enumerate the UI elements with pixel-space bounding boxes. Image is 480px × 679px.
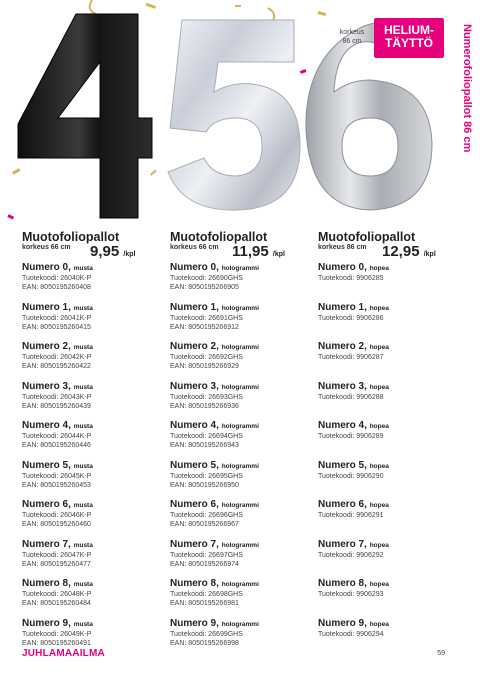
item-product-code: Tuotekoodi: 9906294: [318, 630, 384, 638]
product-item: [22, 460, 162, 490]
item-product-code: Tuotekoodi: 26049K-P: [22, 630, 92, 638]
item-name: [318, 262, 458, 274]
item-ean: EAN: 8050195260422: [22, 363, 91, 370]
item-name: [318, 618, 458, 630]
item-color: hopea: [369, 423, 389, 430]
item-product-code: Tuotekoodi: 26048K-P: [22, 591, 92, 598]
price-value: 11,95: [232, 243, 269, 260]
item-number: Numero 9,: [170, 617, 219, 629]
item-ean: EAN: 8050195266998: [170, 639, 239, 647]
item-product-code: Tuotekoodi: 26692GHS: [170, 354, 243, 361]
item-product-code: Tuotekoodi: 9906288: [318, 393, 384, 401]
item-number: Numero 5,: [170, 459, 219, 471]
price-unit: /kpl: [272, 251, 285, 258]
item-name: [318, 539, 458, 551]
item-color: musta: [73, 265, 93, 272]
item-number: Numero 2,: [22, 341, 71, 352]
item-product-code: Tuotekoodi: 26690GHS: [170, 275, 243, 282]
product-item: [22, 420, 162, 450]
item-color: musta: [73, 423, 93, 430]
item-product-code: Tuotekoodi: 26040K-P: [22, 275, 92, 282]
item-ean: EAN: 8050195260446: [22, 442, 91, 449]
item-name: [22, 420, 162, 432]
item-product-code: Tuotekoodi: 26698GHS: [170, 591, 243, 598]
item-name: [22, 460, 162, 472]
item-number: Numero 3,: [22, 380, 71, 392]
product-column-black: [22, 230, 136, 647]
item-number: Numero 9,: [22, 617, 71, 629]
height-note-line1: korkeus: [339, 29, 365, 36]
product-column-hologram: [170, 230, 285, 647]
item-name: [318, 420, 458, 432]
price-line: [318, 243, 436, 262]
item-color: musta: [73, 502, 93, 509]
size-label: korkeus 86 cm: [318, 244, 367, 251]
item-product-code: Tuotekoodi: 9906286: [318, 314, 384, 322]
item-name: [318, 460, 458, 472]
item-ean: EAN: 8050195260484: [22, 600, 91, 607]
item-name: [22, 381, 162, 393]
product-item: [22, 539, 162, 569]
item-number: Numero 6,: [170, 499, 219, 510]
item-ean: EAN: 8050195266929: [170, 363, 239, 370]
item-ean: EAN: 8050195266905: [170, 284, 239, 291]
price-unit: /kpl: [123, 251, 136, 258]
price-line: [170, 243, 285, 262]
page-number: 59: [437, 650, 445, 657]
product-item: [318, 341, 458, 362]
item-name: [170, 578, 310, 590]
product-item: [170, 302, 310, 332]
item-product-code: Tuotekoodi: 26041K-P: [22, 314, 92, 322]
item-product-code: Tuotekoodi: 26694GHS: [170, 433, 243, 440]
item-color: hopea: [369, 541, 389, 549]
item-number: Numero 6,: [22, 499, 71, 510]
item-name: [170, 460, 310, 472]
item-number: Numero 0,: [170, 262, 219, 273]
item-color: musta: [73, 620, 93, 628]
item-number: Numero 4,: [318, 420, 367, 431]
item-number: Numero 7,: [170, 538, 219, 550]
product-item: [170, 341, 310, 371]
item-name: [318, 341, 458, 353]
height-note: [332, 28, 372, 46]
item-number: Numero 0,: [22, 262, 71, 273]
product-item: [170, 578, 310, 608]
item-number: Numero 7,: [22, 538, 71, 550]
item-number: Numero 5,: [318, 459, 367, 471]
item-color: hologrammi: [221, 344, 259, 351]
column-title: Muotofoliopallot: [170, 230, 268, 244]
item-color: hologrammi: [221, 541, 259, 549]
product-item: [22, 302, 162, 332]
product-item: [170, 381, 310, 411]
item-color: hopea: [369, 383, 389, 391]
item-color: hopea: [369, 581, 389, 588]
item-number: Numero 9,: [318, 617, 367, 629]
price: [382, 243, 436, 260]
item-ean: EAN: 8050195260408: [22, 284, 91, 291]
item-number: Numero 6,: [318, 499, 367, 510]
height-note-line2: 86 cm: [342, 38, 362, 45]
price: [90, 243, 135, 260]
item-name: [22, 618, 162, 630]
product-item: [22, 381, 162, 411]
item-name: [170, 381, 310, 393]
item-product-code: Tuotekoodi: 26695GHS: [170, 472, 243, 480]
item-color: hologrammi: [221, 423, 259, 430]
item-name: [22, 341, 162, 353]
item-name: [22, 539, 162, 551]
item-ean: EAN: 8050195260477: [22, 560, 91, 568]
item-name: [170, 302, 310, 314]
item-number: Numero 4,: [22, 420, 71, 431]
product-item: [318, 262, 458, 283]
item-product-code: Tuotekoodi: 26045K-P: [22, 472, 92, 480]
badge-line1: HELIUM-: [384, 23, 434, 37]
item-number: Numero 2,: [318, 341, 367, 352]
product-item: [318, 499, 458, 520]
price-value: 9,95: [90, 243, 120, 260]
item-product-code: Tuotekoodi: 26046K-P: [22, 512, 92, 519]
item-color: musta: [73, 383, 93, 391]
item-ean: EAN: 8050195266912: [170, 323, 239, 331]
helium-badge: [374, 18, 444, 58]
item-product-code: Tuotekoodi: 26699GHS: [170, 630, 243, 638]
product-item: [318, 302, 458, 323]
item-product-code: Tuotekoodi: 9906287: [318, 354, 384, 361]
balloon-number-4: [18, 14, 152, 218]
item-color: musta: [73, 541, 93, 549]
item-product-code: Tuotekoodi: 26691GHS: [170, 314, 243, 322]
product-item: [22, 499, 162, 529]
item-number: Numero 1,: [22, 301, 71, 313]
item-number: Numero 2,: [170, 341, 219, 352]
product-item: [170, 420, 310, 450]
item-color: hologrammi: [221, 502, 259, 509]
price-value: 12,95: [382, 243, 420, 260]
item-number: Numero 8,: [22, 578, 71, 589]
item-product-code: Tuotekoodi: 9906289: [318, 433, 384, 440]
item-name: [170, 341, 310, 353]
item-color: hologrammi: [221, 304, 259, 312]
item-product-code: Tuotekoodi: 26697GHS: [170, 551, 243, 559]
item-number: Numero 8,: [170, 578, 219, 589]
item-color: hopea: [369, 304, 389, 312]
item-color: hopea: [369, 502, 389, 509]
item-number: Numero 4,: [170, 420, 219, 431]
item-product-code: Tuotekoodi: 26044K-P: [22, 433, 92, 440]
item-name: [22, 302, 162, 314]
column-title: Muotofoliopallot: [318, 230, 416, 244]
item-name: [318, 381, 458, 393]
item-name: [170, 499, 310, 511]
item-color: musta: [73, 304, 93, 312]
brand-logo: JUHLAMAAILMA: [22, 648, 105, 659]
item-product-code: Tuotekoodi: 26047K-P: [22, 551, 92, 559]
size-label: korkeus 66 cm: [170, 244, 219, 251]
price-unit: /kpl: [423, 251, 436, 258]
item-color: hopea: [369, 344, 389, 351]
item-ean: EAN: 8050195260453: [22, 481, 91, 489]
item-ean: EAN: 8050195260439: [22, 402, 91, 410]
product-item: [22, 341, 162, 371]
item-number: Numero 5,: [22, 459, 71, 471]
item-color: hopea: [369, 620, 389, 628]
item-color: hologrammi: [221, 265, 259, 272]
item-product-code: Tuotekoodi: 26696GHS: [170, 512, 243, 519]
item-color: musta: [73, 344, 93, 351]
item-color: musta: [73, 581, 93, 588]
item-ean: EAN: 8050195260460: [22, 521, 91, 528]
item-product-code: Tuotekoodi: 9906290: [318, 472, 384, 480]
item-name: [170, 539, 310, 551]
product-item: [170, 499, 310, 529]
product-item: [22, 618, 162, 648]
item-ean: EAN: 8050195266967: [170, 521, 239, 528]
item-ean: EAN: 8050195266936: [170, 402, 239, 410]
item-color: musta: [73, 462, 93, 470]
item-ean: EAN: 8050195260491: [22, 639, 91, 647]
product-item: [318, 460, 458, 481]
product-item: [22, 262, 162, 292]
item-color: hologrammi: [221, 383, 259, 391]
item-product-code: Tuotekoodi: 9906291: [318, 512, 384, 519]
item-number: Numero 8,: [318, 578, 367, 589]
price: [232, 243, 285, 260]
item-color: hopea: [369, 265, 389, 272]
item-color: hopea: [369, 462, 389, 470]
item-number: Numero 1,: [318, 301, 367, 313]
item-number: Numero 0,: [318, 262, 367, 273]
item-ean: EAN: 8050195266943: [170, 442, 239, 449]
item-name: [318, 302, 458, 314]
balloon-number-5: [168, 20, 300, 210]
item-product-code: Tuotekoodi: 9906293: [318, 591, 384, 598]
product-column-silver: [318, 230, 436, 638]
item-ean: EAN: 8050195266974: [170, 560, 239, 568]
column-title: Muotofoliopallot: [22, 230, 120, 244]
product-item: [22, 578, 162, 608]
item-name: [318, 578, 458, 590]
product-item: [318, 578, 458, 599]
item-number: Numero 1,: [170, 301, 219, 313]
item-name: [170, 262, 310, 274]
item-name: [318, 499, 458, 511]
product-item: [170, 539, 310, 569]
badge-line2: TÄYTTÖ: [385, 36, 433, 50]
item-ean: EAN: 8050195266981: [170, 600, 239, 607]
product-item: [318, 618, 458, 639]
item-name: [170, 618, 310, 630]
item-color: hologrammi: [221, 581, 259, 588]
item-product-code: Tuotekoodi: 26693GHS: [170, 393, 243, 401]
item-product-code: Tuotekoodi: 26042K-P: [22, 354, 92, 361]
item-ean: EAN: 8050195260415: [22, 323, 91, 331]
item-name: [22, 578, 162, 590]
item-name: [170, 420, 310, 432]
item-product-code: Tuotekoodi: 9906285: [318, 275, 384, 282]
item-number: Numero 3,: [318, 380, 367, 392]
price-line: [22, 243, 136, 262]
side-title: [458, 22, 478, 212]
item-name: [22, 262, 162, 274]
side-title-text: Numerofoliopallot 86 cm: [461, 24, 473, 153]
product-item: [170, 262, 310, 292]
item-number: Numero 3,: [170, 380, 219, 392]
size-label: korkeus 66 cm: [22, 244, 71, 251]
product-item: [170, 460, 310, 490]
product-item: [318, 381, 458, 402]
item-product-code: Tuotekoodi: 26043K-P: [22, 393, 92, 401]
item-product-code: Tuotekoodi: 9906292: [318, 551, 384, 559]
product-item: [318, 539, 458, 560]
item-color: hologrammi: [221, 620, 259, 628]
item-ean: EAN: 8050195266950: [170, 481, 239, 489]
item-color: hologrammi: [221, 462, 259, 470]
item-name: [22, 499, 162, 511]
product-item: [318, 420, 458, 441]
item-number: Numero 7,: [318, 538, 367, 550]
product-item: [170, 618, 310, 648]
